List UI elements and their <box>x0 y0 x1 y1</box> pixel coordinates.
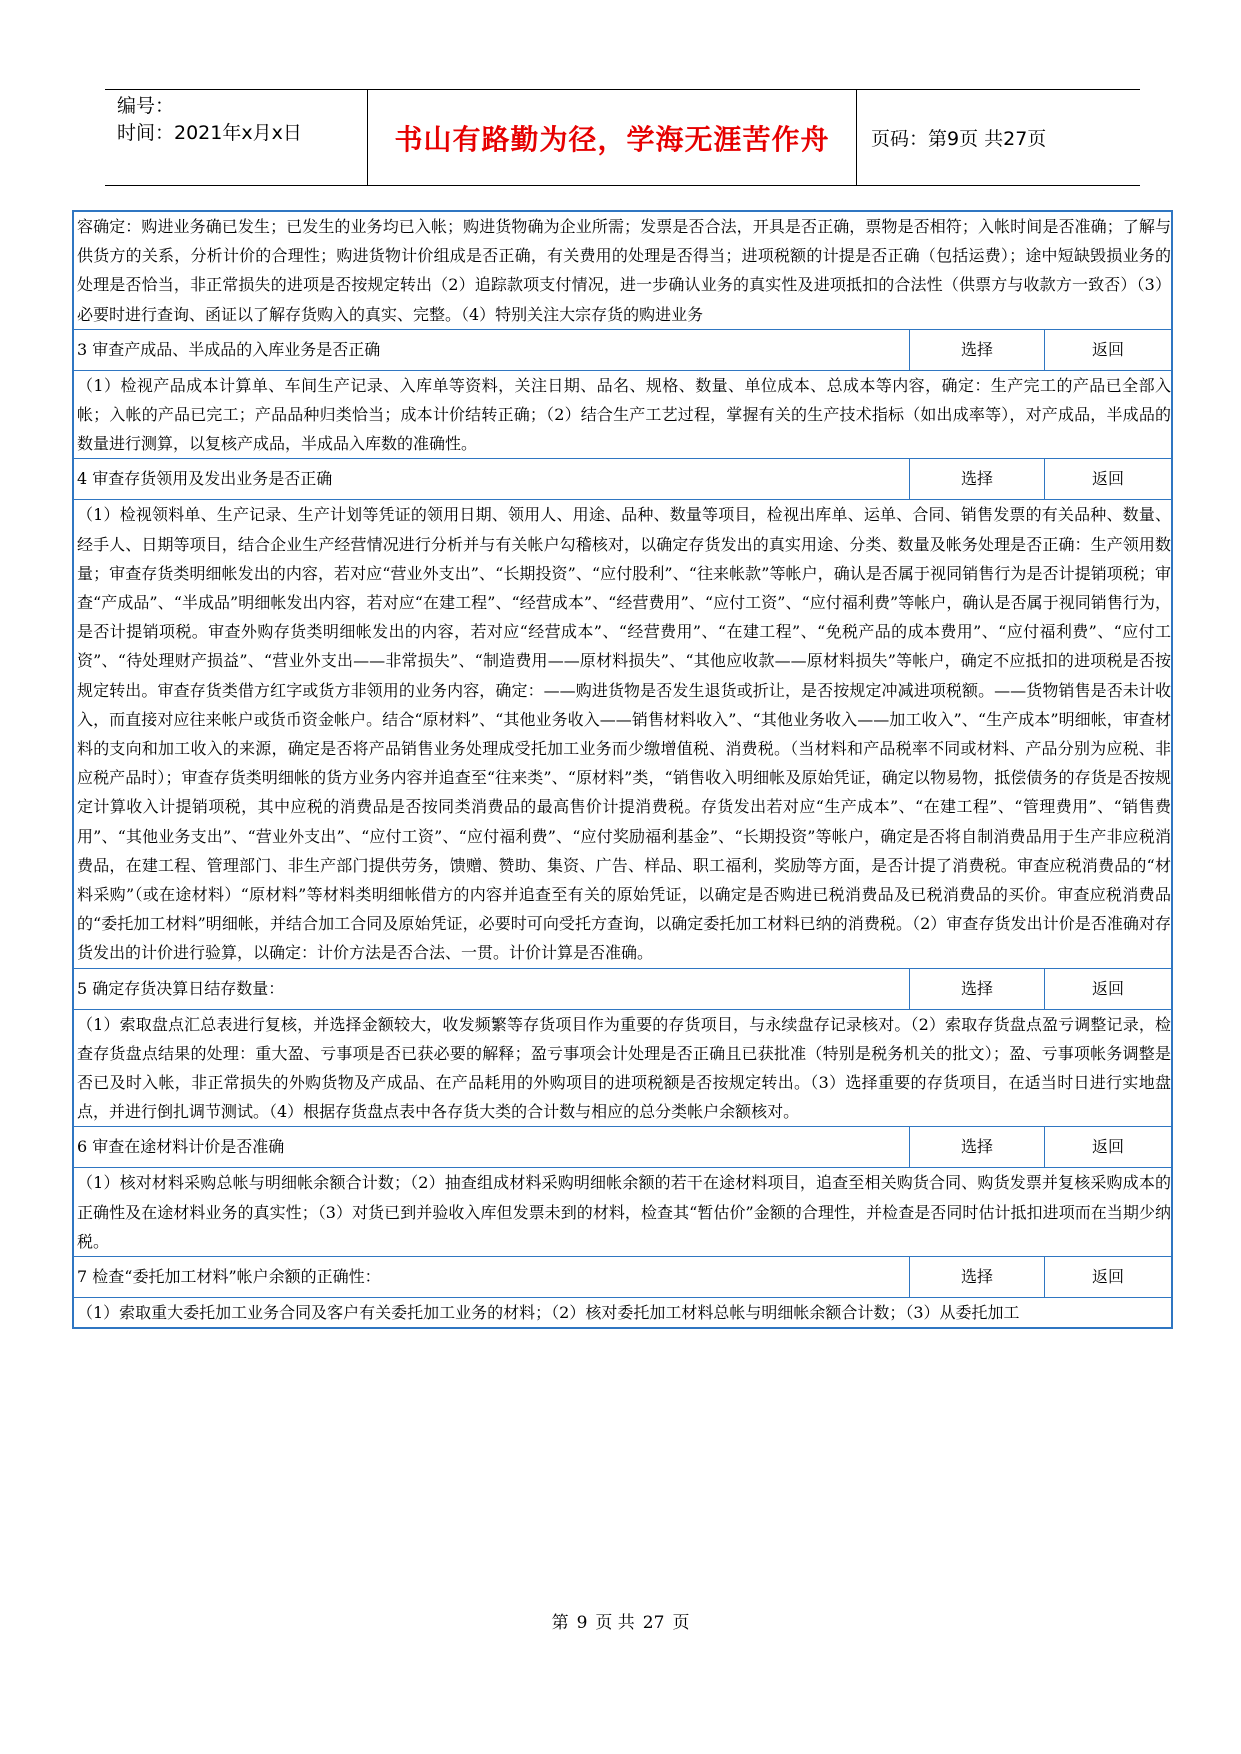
question-title: 6 审查在途材料计价是否准确 <box>77 1137 285 1157</box>
content-text: （1）检视领料单、生产记录、生产计划等凭证的领用日期、领用人、用途、品种、数量等项目，检视出库单、运单、合同、销售发票的有关品种、数量、经手人、日期等项目，结合企业生产经营情况进行分析并与有关帐户勾稽核对，以确定存货发出的真实用途、分类、数量及帐务处理是否正确：生产领用数量；审查存货类明细帐发出的内容，若对应“营业外支出”、“长期投资”、“应付股利”、“往来帐款”等帐户，确认是否属于视同销售行为是否计提销项税；审查“产成品”、“半成品”明细帐发出内容，若对应“在建工程”、“经营成本”、“经营费用”、“应付工资”、“应付福利费”等帐户，确认是否属于视同销售行为，是否计提销项税。审查外购存货类明细帐发出的内容，若对应“经营成本”、“经营费用”、“在建工程”、“免税产品的成本费用”、“应付福利费”、“应付工资”、“待处理财产损益”、“营业外支出——非常损失”、“制造费用——原材料损失”、“其他应收款——原材料损失”等帐户，确定不应抵扣的进项税是否按规定转出。审查存货类借方红字或货方非领用的业务内容，确定：——购进货物是否发生退货或折让，是否按规定冲减进项税额。——货物销售是否未计收入，而直接对应往来帐户或货币资金帐户。结合“原材料”、“其他业务收入——销售材料收入”、“其他业务收入——加工收入”、“生产成本”明细帐，审查材料的支向和加工收入的来源，确定是否将产品销售业务处理成受托加工业务而少缴增值税、消费税。（当材料和产品税率不同或材料、产品分别为应税、非应税产品时）；审查存货类明细帐的货方业务内容并追查至“往来类”、“原材料”类，“销售收入明细帐及原始凭证，确定以物易物，抵偿债务的存货是否按规定计算收入计提销项税，其中应税的消费品是否按同类消费品的最高售价计提消费税。存货发出若对应“生产成本”、“在建工程”、“管理费用”、“销售费用”、“其他业务支出”、“营业外支出”、“应付工资”、“应付福利费”、“应付奖励福利基金”、“长期投资”等帐户，确定是否将自制消费品用于生产非应税消费品，在建工程、管理部门、非生产部门提供劳务，馈赠、赞助、集资、广告、样品、职工福利，奖励等方面，是否计提了消费税。审查应税消费品的“材料采购”（或在途材料）“原材料”等材料类明细帐借方的内容并追查至有关的原始凭证，以确定是否购进已税消费品及已税消费品的买价。审查应税消费品的“委托加工材料”明细帐，并结合加工合同及原始凭证，必要时可向受托方查询，以确定委托加工材料已纳的消费税。（2）审查存货发出计价是否准确对存货发出的计价进行验算，以确定：计价方法是否合法、一贯。计价计算是否准确。 <box>77 505 1171 963</box>
content-text: （1）检视产品成本计算单、车间生产记录、入库单等资料，关注日期、品名、规格、数量、单位成本、总成本等内容，确定：生产完工的产品已全部入帐；入帐的产品已完工；产品品种归类恰当；成本计价结转正确；（2）结合生产工艺过程，掌握有关的生产技术指标（如出成率等），对产成品，半成品的数量进行测算，以复核产成品，半成品入库数的准确性。 <box>77 375 1171 454</box>
footer-page-label: 第 <box>551 1613 569 1633</box>
content-row <box>74 1297 1171 1327</box>
question-title: 4 审查存货领用及发出业务是否正确 <box>77 469 333 489</box>
question-row <box>74 1126 1171 1167</box>
question-title: 5 确定存货决算日结存数量： <box>77 978 285 998</box>
header-meta <box>105 90 367 185</box>
select-button[interactable]: 选择 <box>909 1257 1044 1297</box>
question-title: 3 审查产成品、半成品的入库业务是否正确 <box>77 339 381 359</box>
question-row <box>74 329 1171 370</box>
content-row <box>74 1009 1171 1127</box>
content-text: （1）索取重大委托加工业务合同及客户有关委托加工业务的材料；（2）核对委托加工材料总帐与明细帐余额合计数；（3）从委托加工 <box>77 1303 1020 1323</box>
content-row <box>74 212 1171 329</box>
page-header <box>105 89 1140 186</box>
footer-mid: 页 共 <box>595 1613 635 1633</box>
question-row <box>74 968 1171 1009</box>
page-footer <box>0 1608 1241 1633</box>
content-text: 容确定：购进业务确已发生；已发生的业务均已入帐；购进货物确为企业所需；发票是否合法，开具是否正确，票物是否相符；入帐时间是否准确；了解与供货方的关系，分析计价的合理性；购进货物计价组成是否正确，有关费用的处理是否得当；进项税额的计提是否正确（包括运费）；途中短缺毁损业务的处理是否恰当，非正常损失的进项是否按规定转出（2）追踪款项支付情况，进一步确认业务的真实性及进项抵扣的合法性（供票方与收款方一致否）（3）必要时进行查询、函证以了解存货购入的真实、完整。（4）特别关注大宗存货的购进业务 <box>77 217 1171 324</box>
number-label: 编号： <box>117 95 175 117</box>
select-button[interactable]: 选择 <box>909 330 1044 370</box>
header-motto: 书山有路勤为径，学海无涯苦作舟 <box>367 90 857 185</box>
select-button[interactable]: 选择 <box>909 1127 1044 1167</box>
question-title: 7 检查“委托加工材料”帐户余额的正确性： <box>77 1267 381 1287</box>
content-table <box>72 210 1173 1329</box>
footer-total: 27 <box>642 1613 665 1633</box>
back-button[interactable]: 返回 <box>1044 459 1171 499</box>
back-button[interactable]: 返回 <box>1044 330 1171 370</box>
back-button[interactable]: 返回 <box>1044 1257 1171 1297</box>
back-button[interactable]: 返回 <box>1044 1127 1171 1167</box>
footer-end: 页 <box>672 1613 690 1633</box>
select-button[interactable]: 选择 <box>909 969 1044 1009</box>
footer-page-num: 9 <box>576 1613 588 1633</box>
content-row <box>74 1167 1171 1256</box>
back-button[interactable]: 返回 <box>1044 969 1171 1009</box>
content-text: （1）核对材料采购总帐与明细帐余额合计数；（2）抽查组成材料采购明细帐余额的若干在途材料项目，追查至相关购货合同、购货发票并复核采购成本的正确性及在途材料业务的真实性；（3）对货已到并验收入库但发票未到的材料，检查其“暂估价”金额的合理性，并检查是否同时估计抵扣进项而在当期少纳税。 <box>77 1173 1171 1251</box>
time-label: 时间：2021年x月x日 <box>117 122 302 144</box>
content-row <box>74 499 1171 967</box>
question-row <box>74 1256 1171 1297</box>
content-text: （1）索取盘点汇总表进行复核，并选择金额较大，收发频繁等存货项目作为重要的存货项目，与永续盘存记录核对。（2）索取存货盘点盈亏调整记录，检查存货盘点结果的处理：重大盈、亏事项是否已获必要的解释；盈亏事项会计处理是否正确且已获批准（特别是税务机关的批文）；盈、亏事项帐务调整是否已及时入帐，非正常损失的外购货物及产成品、在产品耗用的外购项目的进项税额是否按规定转出。（3）选择重要的存货项目，在适当时日进行实地盘点，并进行倒扎调节测试。（4）根据存货盘点表中各存货大类的合计数与相应的总分类帐户余额核对。 <box>77 1014 1171 1122</box>
question-row <box>74 458 1171 499</box>
select-button[interactable]: 选择 <box>909 459 1044 499</box>
content-row <box>74 370 1171 459</box>
header-page-code: 页码：第9页 共27页 <box>871 128 1047 150</box>
